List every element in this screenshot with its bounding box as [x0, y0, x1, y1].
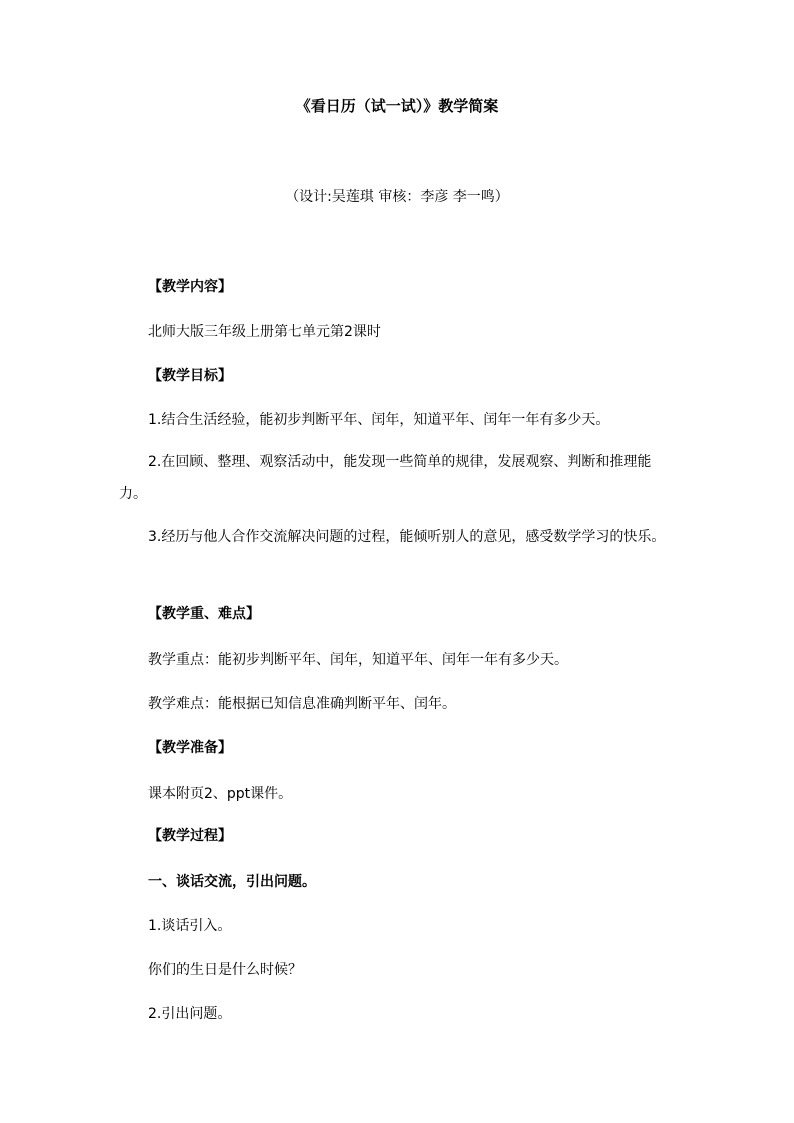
section-1-heading: 一、谈话交流，引出问题。 — [148, 874, 316, 890]
step-2: 2.引出问题。 — [148, 1006, 232, 1022]
step-1: 1.谈话引入。 — [148, 918, 232, 934]
difficult-point: 教学难点：能根据已知信息准确判断平年、闰年。 — [148, 696, 456, 712]
key-point: 教学重点：能初步判断平年、闰年，知道平年、闰年一年有多少天。 — [148, 652, 568, 668]
goal-3: 3.经历与他人合作交流解决问题的过程，能倾听别人的意见，感受数学学习的快乐。 — [148, 529, 666, 545]
content-heading: 【教学内容】 — [148, 279, 232, 295]
preparation-heading: 【教学准备】 — [148, 740, 232, 756]
process-heading: 【教学过程】 — [148, 828, 232, 844]
preparation-text: 课本附页2、ppt课件。 — [148, 786, 293, 802]
question-text: 你们的生日是什么时候？ — [148, 962, 302, 978]
goal-2: 2.在回顾、整理、观察活动中，能发现一些简单的规律，发展观察、判断和推理能力。 — [119, 454, 652, 502]
document-title: 《看日历（试一试）》教学简案 — [295, 97, 499, 115]
content-text: 北师大版三年级上册第七单元第2课时 — [148, 324, 381, 340]
author-credit: （设计:吴莲琪 审核：李彦 李一鸣） — [285, 189, 509, 205]
key-points-heading: 【教学重、难点】 — [148, 606, 260, 622]
goal-1: 1.结合生活经验，能初步判断平年、闰年，知道平年、闰年一年有多少天。 — [148, 412, 610, 428]
goals-heading: 【教学目标】 — [148, 368, 232, 384]
